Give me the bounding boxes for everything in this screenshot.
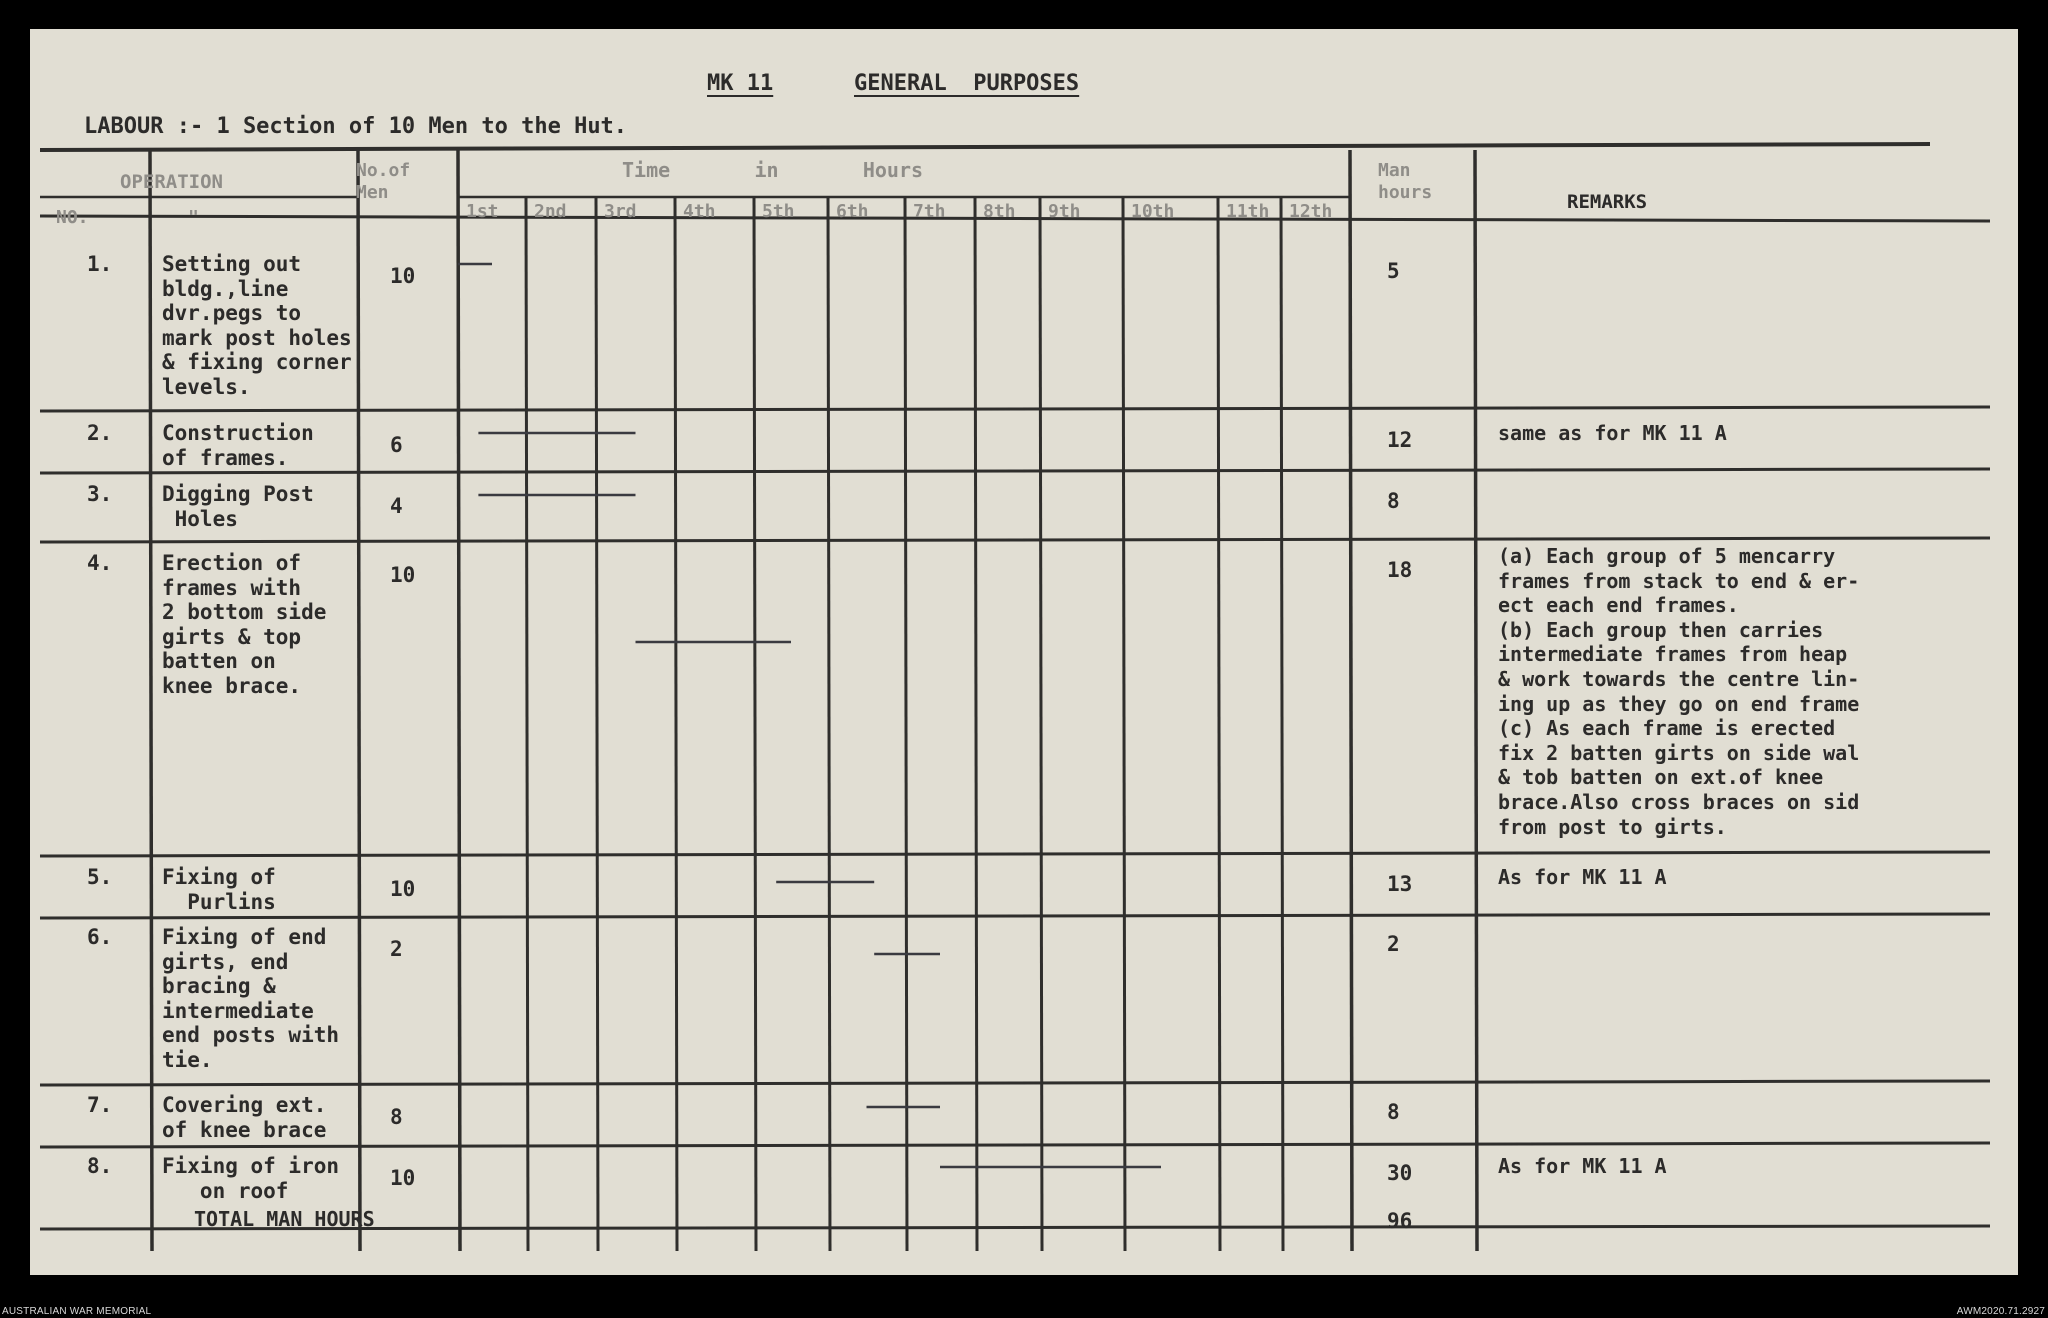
- footer-right: AWM2020.71.2927: [1956, 1306, 2045, 1317]
- hour-label-8: 8th: [983, 201, 1016, 222]
- row-4-remarks: (a) Each group of 5 mencarry frames from stack to end & er- ect each end frames. (b) Each group then carries intermediate frames from heap & work towards the centre lin- ing up as they go on end frame (c) As each frame is erected fix 2 batten girts on side wal & tob batten on ext.of knee brace.Also cross braces on sid from post to girts.: [1498, 544, 1860, 839]
- hour-line-1: [526, 197, 528, 1251]
- row-3-men: 4: [390, 494, 403, 518]
- row-3-man-hours: 8: [1387, 489, 1400, 513]
- hour-label-3: 3rd: [604, 201, 637, 222]
- row-2-men: 6: [390, 433, 403, 457]
- rule-row-2: [40, 469, 1990, 473]
- row-8-man-hours: 30: [1387, 1161, 1413, 1185]
- row-4-men: 10: [390, 563, 416, 587]
- row-1-man-hours: 5: [1387, 259, 1400, 283]
- footer-left: AUSTRALIAN WAR MEMORIAL: [2, 1306, 152, 1317]
- col-line-1: [150, 150, 152, 1251]
- hour-label-6: 6th: [836, 201, 869, 222]
- row-8-no: 8.: [87, 1154, 113, 1178]
- hour-label-2: 2nd: [534, 201, 567, 222]
- row-7-men: 8: [390, 1105, 403, 1129]
- header-operation: OPERATION: [120, 171, 223, 193]
- row-1-men: 10: [390, 264, 416, 288]
- hour-label-10: 10th: [1131, 201, 1175, 222]
- hour-label-4: 4th: [683, 201, 716, 222]
- row-2-operation: Construction of frames.: [162, 421, 314, 470]
- total-label: TOTAL MAN HOURS: [194, 1207, 375, 1231]
- header-quote: ": [188, 207, 199, 228]
- hour-label-11: 11th: [1226, 201, 1270, 222]
- hour-label-7: 7th: [913, 201, 946, 222]
- row-7-operation: Covering ext. of knee brace: [162, 1093, 327, 1142]
- rule-row-1: [40, 407, 1990, 411]
- rule-row-5: [40, 914, 1990, 918]
- header-no: NO.: [56, 207, 89, 228]
- header-no-of-men: No.of Men: [356, 160, 411, 203]
- row-1-operation: Setting out bldg.,line dvr.pegs to mark post holes & fixing corner levels.: [162, 252, 352, 399]
- total-value: 96: [1387, 1209, 1413, 1233]
- rule-top: [40, 144, 1930, 150]
- row-5-men: 10: [390, 877, 416, 901]
- hour-line-10: [1218, 197, 1220, 1251]
- hour-line-5: [828, 197, 830, 1251]
- hour-line-6: [905, 197, 907, 1251]
- rule-row-7: [40, 1143, 1990, 1147]
- row-1-no: 1.: [87, 252, 113, 276]
- row-7-no: 7.: [87, 1093, 113, 1117]
- hour-line-12: [1350, 197, 1352, 1251]
- doc-title-mk: MK 11: [707, 71, 774, 96]
- col-line-5: [1475, 150, 1477, 1251]
- labour-line: LABOUR :- 1 Section of 10 Men to the Hut.: [84, 114, 628, 139]
- row-5-no: 5.: [87, 865, 113, 889]
- row-3-operation: Digging Post Holes: [162, 482, 314, 531]
- row-6-man-hours: 2: [1387, 932, 1400, 956]
- row-8-men: 10: [390, 1166, 416, 1190]
- hour-line-3: [675, 197, 677, 1251]
- hour-label-1: 1st: [466, 201, 499, 222]
- row-5-remarks: As for MK 11 A: [1498, 865, 1667, 889]
- hour-label-5: 5th: [762, 201, 795, 222]
- row-4-man-hours: 18: [1387, 558, 1413, 582]
- row-7-man-hours: 8: [1387, 1100, 1400, 1124]
- hour-line-9: [1123, 197, 1125, 1251]
- rule-row-6: [40, 1081, 1990, 1085]
- header-man-hours: Man hours: [1378, 160, 1433, 203]
- row-6-no: 6.: [87, 925, 113, 949]
- hour-line-8: [1040, 197, 1042, 1251]
- rule-row-3: [40, 538, 1990, 542]
- hour-line-11: [1281, 197, 1283, 1251]
- doc-title-purpose: GENERAL PURPOSES: [854, 71, 1080, 96]
- rule-row-4: [40, 852, 1990, 856]
- row-6-men: 2: [390, 937, 403, 961]
- col-line-2: [358, 150, 360, 1251]
- row-5-operation: Fixing of Purlins: [162, 865, 276, 914]
- row-2-man-hours: 12: [1387, 428, 1413, 452]
- hour-line-7: [975, 197, 977, 1251]
- hour-label-9: 9th: [1048, 201, 1081, 222]
- document-page: [30, 29, 2018, 1275]
- row-8-operation: Fixing of iron on roof: [162, 1154, 340, 1203]
- row-5-man-hours: 13: [1387, 872, 1413, 896]
- header-remarks: REMARKS: [1567, 191, 1648, 213]
- row-4-operation: Erection of frames with 2 bottom side girts & top batten on knee brace.: [162, 551, 327, 698]
- row-6-operation: Fixing of end girts, end bracing & intermediate end posts with tie.: [162, 925, 340, 1072]
- row-2-remarks: same as for MK 11 A: [1498, 421, 1727, 445]
- hour-line-0: [458, 197, 460, 1251]
- hour-line-4: [754, 197, 756, 1251]
- hour-label-12: 12th: [1289, 201, 1333, 222]
- row-4-no: 4.: [87, 551, 113, 575]
- row-3-no: 3.: [87, 482, 113, 506]
- row-2-no: 2.: [87, 421, 113, 445]
- hour-line-2: [596, 197, 598, 1251]
- header-time-in-hours: Time in Hours: [622, 158, 924, 182]
- row-8-remarks: As for MK 11 A: [1498, 1154, 1667, 1178]
